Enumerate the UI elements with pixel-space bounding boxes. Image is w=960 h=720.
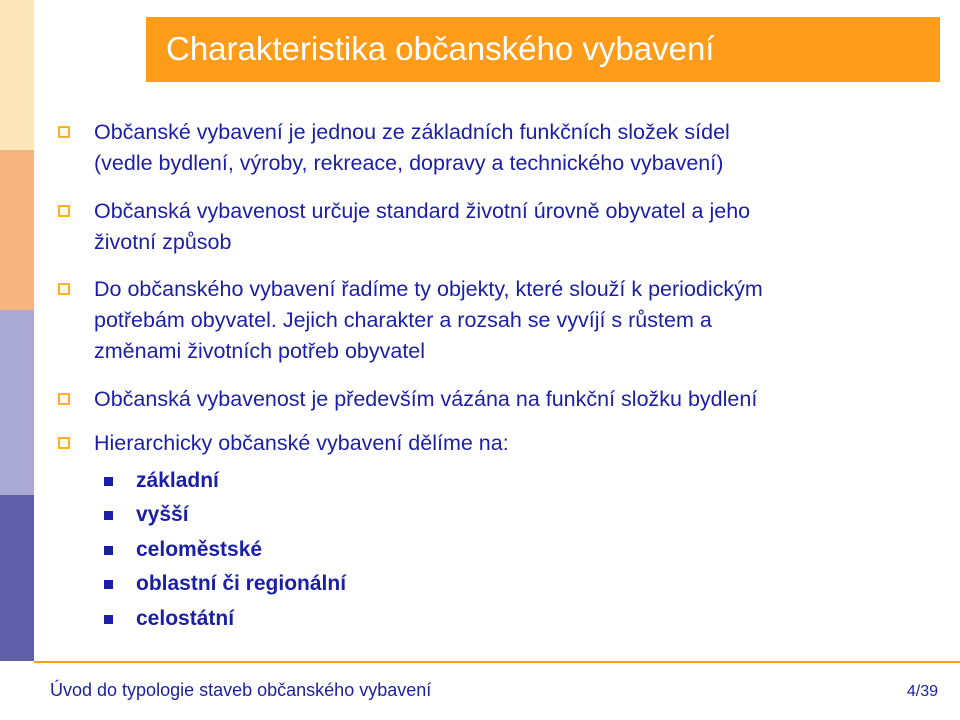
sub-item-label: základní: [136, 469, 219, 492]
sub-item-label: celostátní: [136, 607, 235, 630]
bullet-line: potřebám obyvatel. Jejich charakter a rozsah se vyvíjí s růstem a: [94, 308, 712, 332]
bullet-item: [62, 196, 895, 258]
decor-bar-top: [0, 0, 34, 150]
bullet-line: Do občanského vybavení řadíme ty objekty, které slouží k periodickým: [94, 277, 763, 301]
slide-title: Charakteristika občanského vybavení: [166, 30, 715, 67]
sub-item: [104, 499, 189, 530]
sub-item: [104, 603, 234, 634]
square-bullet-icon: [58, 283, 70, 295]
square-bullet-icon: [58, 126, 70, 138]
title-bar: [146, 17, 940, 82]
bullet-line: Občanská vybavenost určuje standard životní úrovně obyvatel a jeho: [94, 199, 751, 223]
bullet-item: [62, 428, 895, 459]
bullet-line: změnami životních potřeb obyvatel: [94, 339, 426, 363]
filled-square-bullet-icon: [104, 546, 113, 555]
bullet-line: Občanská vybavenost je především vázána na funkční složku bydlení: [94, 387, 758, 411]
square-bullet-icon: [58, 437, 70, 449]
sub-item: [104, 465, 219, 496]
bullet-line: Občanské vybavení je jednou ze základních funkčních složek sídel: [94, 120, 730, 144]
decor-bar-lower: [0, 310, 34, 495]
decor-bar-upper: [0, 150, 34, 310]
square-bullet-icon: [58, 393, 70, 405]
sub-item-label: vyšší: [136, 503, 189, 526]
filled-square-bullet-icon: [104, 580, 113, 589]
bullet-item: [62, 384, 895, 415]
footer-title: Úvod do typologie staveb občanského vybavení: [50, 680, 432, 700]
square-bullet-icon: [58, 205, 70, 217]
bullet-item: [62, 274, 895, 367]
footer-divider: [34, 661, 960, 663]
sub-item-label: oblastní či regionální: [136, 572, 347, 595]
filled-square-bullet-icon: [104, 477, 113, 486]
sub-item: [104, 534, 262, 565]
bullet-line: Hierarchicky občanské vybavení dělíme na:: [94, 431, 509, 455]
sub-item-label: celoměstské: [136, 538, 263, 561]
sub-item: [104, 568, 346, 599]
bullet-line: životní způsob: [94, 230, 232, 254]
filled-square-bullet-icon: [104, 511, 113, 520]
bullet-item: [62, 117, 895, 179]
page-number: 4/39: [906, 683, 938, 700]
decor-bar-bottom: [0, 495, 34, 661]
filled-square-bullet-icon: [104, 615, 113, 624]
bullet-line: (vedle bydlení, výroby, rekreace, dopravy a technického vybavení): [94, 151, 724, 175]
